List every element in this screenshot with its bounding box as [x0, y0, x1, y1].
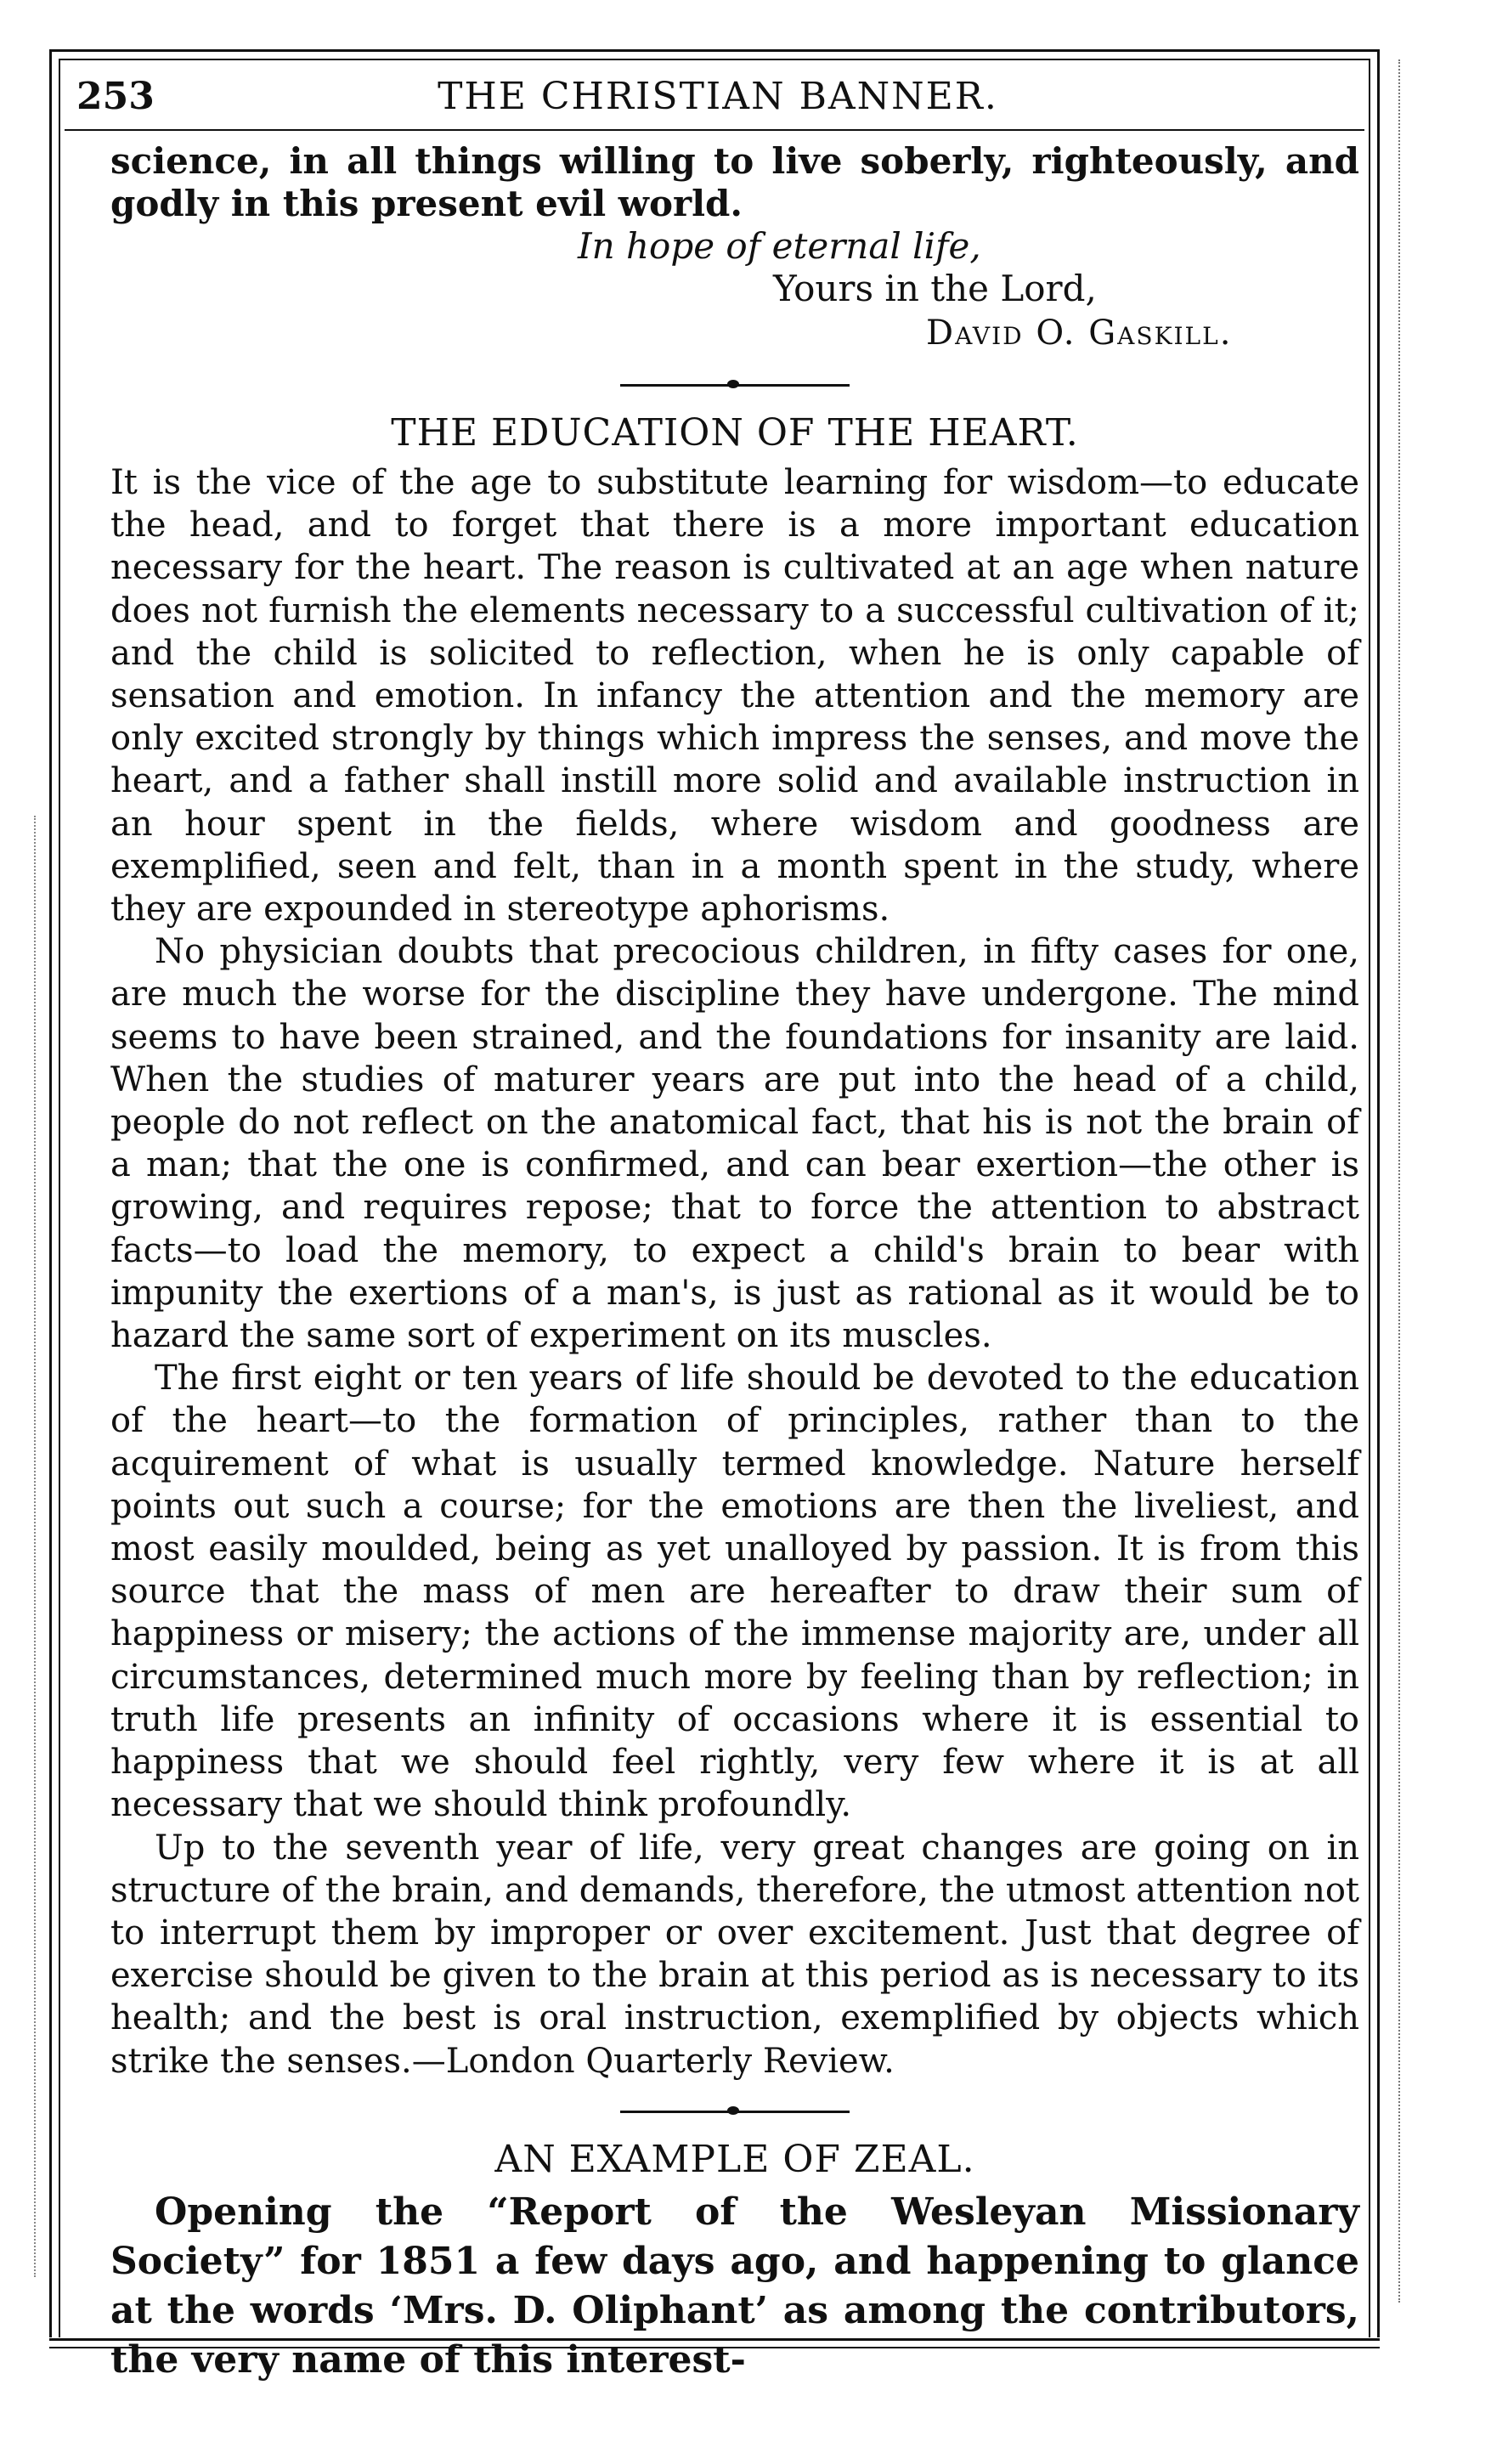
- letter-closing-line-1: In hope of eternal life,: [578, 225, 981, 267]
- article-paragraph-1: It is the vice of the age to substitute learning for wisdom—to educate the head, and to forget that there is a more important education necessary for the heart. The reason is cultivated at an age when nature does not furnish the elements necessary to a successful cultivation of it; and the child is solicited to reflection, when he is only capable of sensation and emotion. In infancy the attention and the memory are only excited strongly by things which impress the senses, and move the heart, and a father shall instill more solid and available instruction in an hour spent in the fields, where wisdom and goodness are exemplified, seen and felt, than in a month spent in the study, where they are expounded in stereotype aphorisms.: [110, 463, 1359, 930]
- article-title-example-of-zeal: AN EXAMPLE OF ZEAL.: [494, 2137, 975, 2181]
- article-title-education-of-the-heart: THE EDUCATION OF THE HEART.: [391, 411, 1079, 455]
- page-number: 253: [76, 75, 155, 118]
- margin-bleed-marks: [1398, 59, 1451, 2303]
- letter-signature: David O. Gaskill.: [926, 314, 1233, 353]
- left-margin-bleed-marks: [34, 816, 44, 2277]
- page-content: [110, 140, 1359, 2385]
- article-paragraph-3: The first eight or ten years of life should be devoted to the education of the heart—to the formation of principles, rather than to the acquirement of what is usually termed knowledge. Nature herself points out such a course; for the emotions are then the liveliest, and most easily moulded, being as yet unalloyed by passion. It is from this source that the mass of men are hereafter to draw their sum of happiness or misery; the actions of the immense majority are, under all circumstances, determined much more by feeling than by reflection; in truth life presents an infinity of occasions where it is essential to happiness that we should feel rightly, very few where it is at all necessary that we should think profoundly.: [110, 1359, 1359, 1825]
- section-divider-ornament: [620, 380, 850, 390]
- letter-continuation: science, in all things willing to live soberly, righteously, and godly in this present evil world.: [110, 140, 1359, 224]
- header-rule: [65, 129, 1364, 131]
- letter-closing-line-2: Yours in the Lord,: [773, 268, 1097, 309]
- running-head: THE CHRISTIAN BANNER.: [438, 75, 998, 118]
- page-header: [76, 75, 1359, 126]
- section-divider-ornament-2: [620, 2106, 850, 2116]
- article-paragraph-2: No physician doubts that precocious children, in fifty cases for one, are much the worse for the discipline they have undergone. The mind seems to have been strained, and the foundations for insanity are laid. When the studies of maturer years are put into the head of a child, people do not reflect on the anatomical fact, that his is not the brain of a man; that the one is confirmed, and can bear exertion—the other is growing, and requires repose; that to force the attention to abstract facts—to load the memory, to expect a child's brain to bear with impunity the exertions of a man's, is just as rational as it would be to hazard the same sort of experiment on its muscles.: [110, 932, 1359, 1356]
- article-paragraph-4: Up to the seventh year of life, very great changes are going on in structure of the brain, and demands, therefore, the utmost attention not to interrupt them by improper or over excitement. Just that degree of exercise should be given to the brain at this period as is necessary to its health; and the best is oral instruction, exemplified by objects which strike the senses.—London Quarterly Review.: [110, 1828, 1359, 2081]
- article-2-paragraph: Opening the “Report of the Wesleyan Missionary Society” for 1851 a few days ago, and happening to glance at the words ‘Mrs. D. Oliphant’ as among the contributors, the very name of this interest-: [110, 2190, 1359, 2382]
